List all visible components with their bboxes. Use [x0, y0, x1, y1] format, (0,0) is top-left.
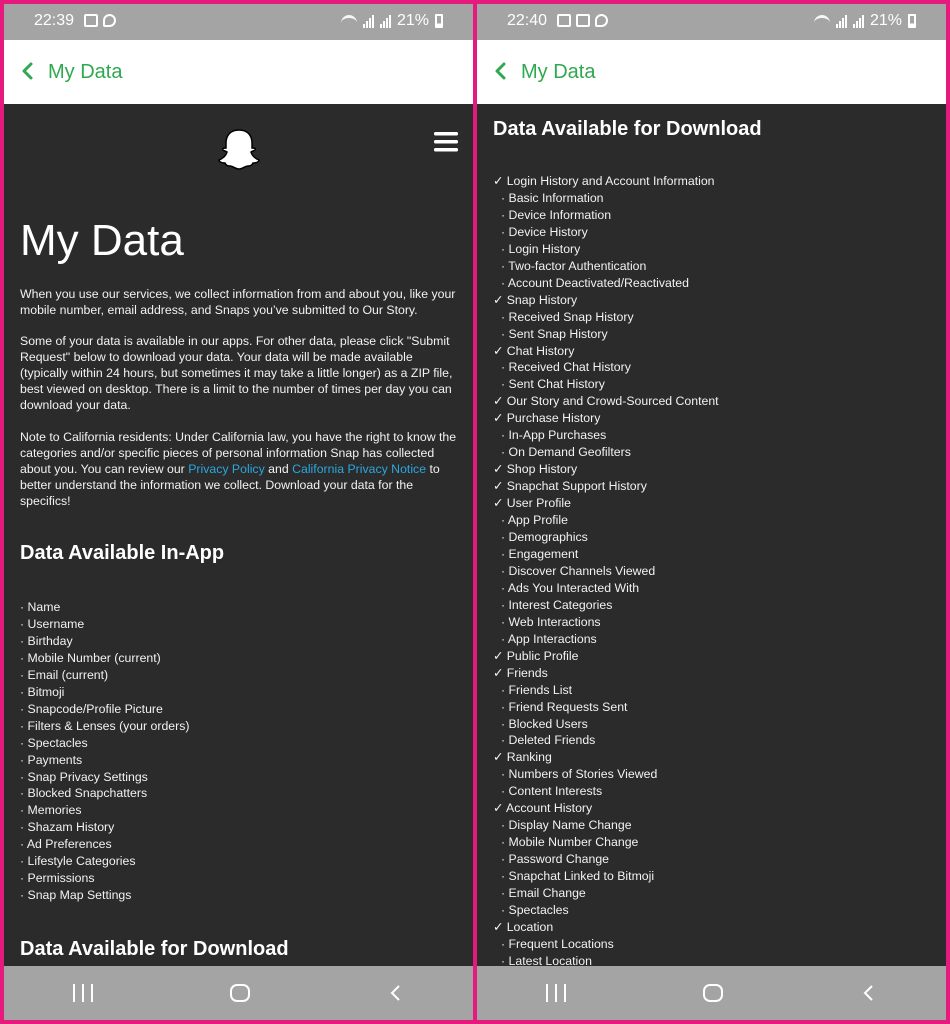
download-subitem: · Numbers of Stories Viewed [501, 767, 658, 782]
snapchat-ghost-icon[interactable] [218, 128, 260, 172]
status-bar [4, 4, 473, 40]
download-subitem: · Snapchat Linked to Bitmoji [501, 869, 655, 884]
list-item: · Snap Map Settings [20, 888, 132, 903]
back-button[interactable] [388, 984, 404, 1002]
download-category: ✓ Snapchat Support History [493, 479, 647, 494]
download-subitem: · Display Name Change [501, 818, 632, 833]
download-subitem: · Two-factor Authentication [501, 258, 647, 273]
download-subitem: · Frequent Locations [501, 936, 614, 951]
download-subitem: · Demographics [501, 530, 588, 545]
list-item: · Memories [20, 803, 82, 818]
download-subitem: · Blocked Users [501, 716, 588, 731]
signal-icon-2 [853, 15, 864, 28]
list-item: · Shazam History [20, 820, 115, 835]
download-subitem: · Received Snap History [501, 309, 634, 324]
list-item: · Payments [20, 752, 83, 767]
inapp-list [20, 599, 189, 904]
web-content [4, 104, 473, 966]
california-note [20, 429, 458, 509]
list-item: · Ad Preferences [20, 837, 112, 852]
download-list [493, 173, 719, 966]
inapp-heading: Data Available In-App [20, 542, 225, 564]
download-subitem: · Discover Channels Viewed [501, 563, 656, 578]
battery-percent: 21% [396, 12, 429, 29]
list-item: · Birthday [20, 633, 73, 648]
back-chevron-icon[interactable] [493, 62, 509, 80]
status-time: 22:39 [34, 12, 75, 29]
download-subitem: · App Interactions [501, 631, 597, 646]
download-category: ✓ User Profile [493, 496, 571, 511]
download-category: ✓ Our Story and Crowd-Sourced Content [493, 394, 719, 409]
recents-button[interactable] [73, 984, 93, 1002]
list-item: · Bitmoji [20, 684, 65, 699]
download-category: ✓ Login History and Account Information [493, 174, 715, 188]
list-item: · Blocked Snapchatters [20, 786, 148, 801]
navigation-bar [477, 966, 946, 1020]
download-category: ✓ Shop History [493, 462, 578, 477]
download-category: ✓ Purchase History [493, 411, 601, 426]
download-subitem: · Device Information [501, 207, 612, 222]
battery-icon [435, 14, 443, 28]
download-subitem: · Sent Chat History [501, 377, 605, 392]
download-subitem: · Basic Information [501, 190, 604, 205]
download-category: ✓ Chat History [493, 343, 575, 358]
download-subitem: · Received Chat History [501, 360, 631, 375]
back-button[interactable] [861, 984, 877, 1002]
recents-button[interactable] [546, 984, 566, 1002]
web-content [477, 104, 946, 966]
list-item: · Snap Privacy Settings [20, 769, 148, 784]
download-category: ✓ Friends [493, 665, 548, 680]
download-subitem: · Deleted Friends [501, 733, 596, 748]
download-subitem: · Device History [501, 224, 588, 239]
list-item: · Snapcode/Profile Picture [20, 701, 163, 716]
note-text-after: to better understand the information we collect. Download your data for the specifics! [20, 462, 440, 508]
download-category: ✓ Ranking [493, 750, 552, 765]
signal-icon [836, 15, 847, 28]
left-screen [4, 4, 473, 1020]
download-heading: Data Available for Download [493, 118, 762, 140]
list-item: · Filters & Lenses (your orders) [20, 718, 190, 733]
download-subitem: · Friends List [501, 682, 573, 697]
app-bar [4, 40, 473, 104]
calendar-icon [576, 14, 590, 27]
download-subitem: · Email Change [501, 886, 586, 901]
download-subitem: · Spectacles [501, 902, 569, 917]
download-subitem: · In-App Purchases [501, 428, 607, 443]
menu-icon[interactable] [434, 132, 458, 152]
intro-paragraph-1: When you use our services, we collect information from and about you, like your mobile number, email address, and Snaps you’ve submitted to Our Story. [20, 287, 456, 317]
download-subitem: · Interest Categories [501, 597, 613, 612]
right-screen [477, 4, 946, 1020]
privacy-policy-link[interactable]: Privacy Policy [188, 462, 265, 476]
note-text-before: Note to California residents: Under California law, you have the right to know the categories and/or specific pieces of personal information Snap has collected about you. You can review our [20, 430, 457, 476]
download-subitem: · Mobile Number Change [501, 835, 639, 850]
download-heading: Data Available for Download [20, 938, 289, 960]
download-subitem: · Sent Snap History [501, 326, 608, 341]
page-title: My Data [20, 216, 184, 265]
download-subitem: · Ads You Interacted With [501, 580, 640, 595]
status-time: 22:40 [507, 12, 548, 29]
signal-icon [363, 15, 374, 28]
status-bar [477, 4, 946, 40]
gallery-icon [557, 14, 571, 27]
download-subitem: · Friend Requests Sent [501, 699, 628, 714]
california-privacy-notice-link[interactable]: California Privacy Notice [292, 462, 427, 476]
download-subitem: · Login History [501, 241, 581, 256]
list-item: · Permissions [20, 871, 95, 886]
home-button[interactable] [230, 984, 250, 1002]
list-item: · Username [20, 616, 85, 631]
calendar-icon [84, 14, 98, 27]
note-text-middle: and [264, 462, 293, 476]
download-subitem: · Web Interactions [501, 614, 601, 629]
list-item: · Mobile Number (current) [20, 650, 161, 665]
back-chevron-icon[interactable] [20, 62, 36, 80]
download-subitem: · App Profile [501, 513, 568, 528]
battery-icon [908, 14, 916, 28]
intro-paragraph-2: Some of your data is available in our apps. For other data, please click "Submit Request" below to download your data. Your data will be made available (typically within 24 hours, but sometimes it may take a little longer) as a ZIP file, best viewed on desktop. There is a limit to the number of times per day you can download your data. [20, 334, 453, 412]
download-category: ✓ Snap History [493, 292, 578, 307]
list-item: · Name [20, 600, 61, 614]
app-bar-title: My Data [48, 61, 123, 83]
download-subitem: · Account Deactivated/Reactivated [501, 275, 689, 290]
notification-icon [103, 14, 116, 27]
signal-icon-2 [380, 15, 391, 28]
navigation-bar [4, 966, 473, 1020]
download-subitem: · Password Change [501, 852, 609, 867]
wifi-icon [814, 15, 830, 27]
app-bar-title: My Data [521, 61, 596, 83]
download-subitem: · Content Interests [501, 784, 603, 799]
notification-icon [595, 14, 608, 27]
download-category: ✓ Account History [493, 801, 593, 816]
list-item: · Spectacles [20, 735, 88, 750]
list-item: · Email (current) [20, 667, 109, 682]
list-item: · Lifestyle Categories [20, 854, 136, 869]
home-button[interactable] [703, 984, 723, 1002]
download-subitem: · Latest Location [501, 953, 592, 966]
download-subitem: · Engagement [501, 546, 579, 561]
download-category: ✓ Public Profile [493, 648, 579, 663]
download-subitem: · On Demand Geofilters [501, 445, 631, 460]
download-category: ✓ Location [493, 919, 554, 934]
app-bar [477, 40, 946, 104]
battery-percent: 21% [869, 12, 902, 29]
wifi-icon [341, 15, 357, 27]
